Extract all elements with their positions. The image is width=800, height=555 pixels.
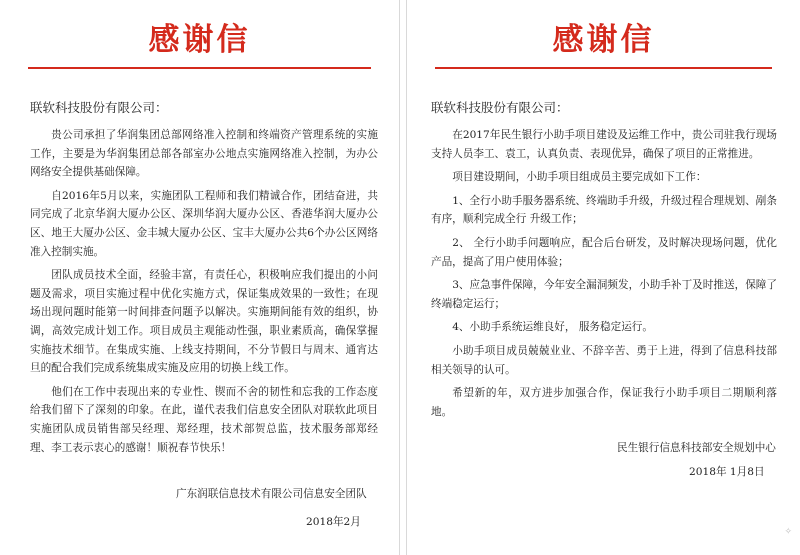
left-paragraph: 贵公司承担了华润集团总部网络准入控制和终端资产管理系统的实施工作，主要是为华润集团总部各部室办公地点实施网络准入控制，为办公网络安全提供基础保障。 — [30, 129, 378, 179]
right-title-divider — [435, 67, 772, 69]
left-title-divider — [28, 67, 371, 69]
right-paragraph: 1、全行小助手服务器系统、终端助手升级，升级过程合理规划、剐条有序，顺利完成全行 升级工作； — [431, 194, 777, 226]
right-paragraph: 项目建设期间，小助手项目组成员主要完成如下工作： — [452, 171, 707, 184]
right-paragraph: 3、应急事件保障，今年安全漏洞频发，小助手补丁及时推送，保障了终端稳定运行； — [431, 279, 777, 310]
right-letter-title: 感谢信 — [552, 22, 655, 58]
right-signature-organization: 民生银行信息科技部安全规划中心 — [617, 442, 776, 454]
right-letter-salutation: 联软科技股份有限公司： — [431, 100, 569, 115]
left-letter-body — [30, 126, 378, 462]
corner-watermark-icon: ✧ — [784, 527, 792, 537]
right-signature-date: 2018年 1月8日 — [689, 466, 765, 478]
left-paragraph: 团队成员技术全面，经验丰富，有责任心，积极响应我们提出的小问题及需求，项目实施过程中优化实施方式，保证集成效果的一致性；在现场出现问题时能第一时间排查问题予以解决。实施期间能有效的组织，协调，高效完成计划工作。项目成员主观能动性强，职业素质高，确保掌握实施技术细节。在集成实施、上线支持期间，不分节假日与周末、通宵达旦的配合我们完成系统集成实施及应用的切换上线工作。 — [30, 269, 378, 375]
right-paragraph: 希望新的年，双方进步加强合作，保证我行小助手项目二期顺利落地。 — [431, 387, 777, 418]
left-letter-title: 感谢信 — [148, 22, 251, 58]
left-signature-date: 2018年2月 — [306, 516, 361, 528]
right-paragraph: 2、 全行小助手问题响应，配合后台研发，及时解决现场问题，优化产品，提高了用户使用体验； — [431, 236, 777, 268]
right-thank-you-letter — [406, 0, 800, 555]
left-paragraph: 自2016年5月以来，实施团队工程师和我们精诚合作，团结奋进，共同完成了北京华润大厦办公区、深圳华润大厦办公区、香港华润大厦办公区、地王大厦办公区、金丰城大厦办公区、宝丰大厦办公共6个办公区网络准入控制实施。 — [30, 189, 378, 258]
right-letter-body — [431, 126, 777, 426]
right-paragraph: 小助手项目成员兢兢业业、不辞辛苦、勇于上进，得到了信息科技部相关领导的认可。 — [431, 344, 777, 376]
right-paragraph: 4、小助手系统运维良好， 服务稳定运行。 — [452, 321, 653, 334]
right-paragraph: 在2017年民生银行小助手项目建设及运维工作中，贵公司驻我行现场支持人员李工、袁工，认真负责、表现优异，确保了项目的正常推进。 — [431, 129, 777, 160]
left-letter-salutation: 联软科技股份有限公司： — [30, 100, 168, 115]
left-signature-organization: 广东润联信息技术有限公司信息安全团队 — [176, 488, 367, 500]
left-paragraph: 他们在工作中表现出来的专业性、锲而不舍的韧性和忘我的工作态度给我们留下了深刻的印象。在此，谨代表我们信息安全团队对联软此项目实施团队成员销售部吴经理、郑经理，技术部贺总监，技术服务部郑经理、李工表示衷心的感谢！顺祝春节快乐！ — [30, 385, 378, 454]
